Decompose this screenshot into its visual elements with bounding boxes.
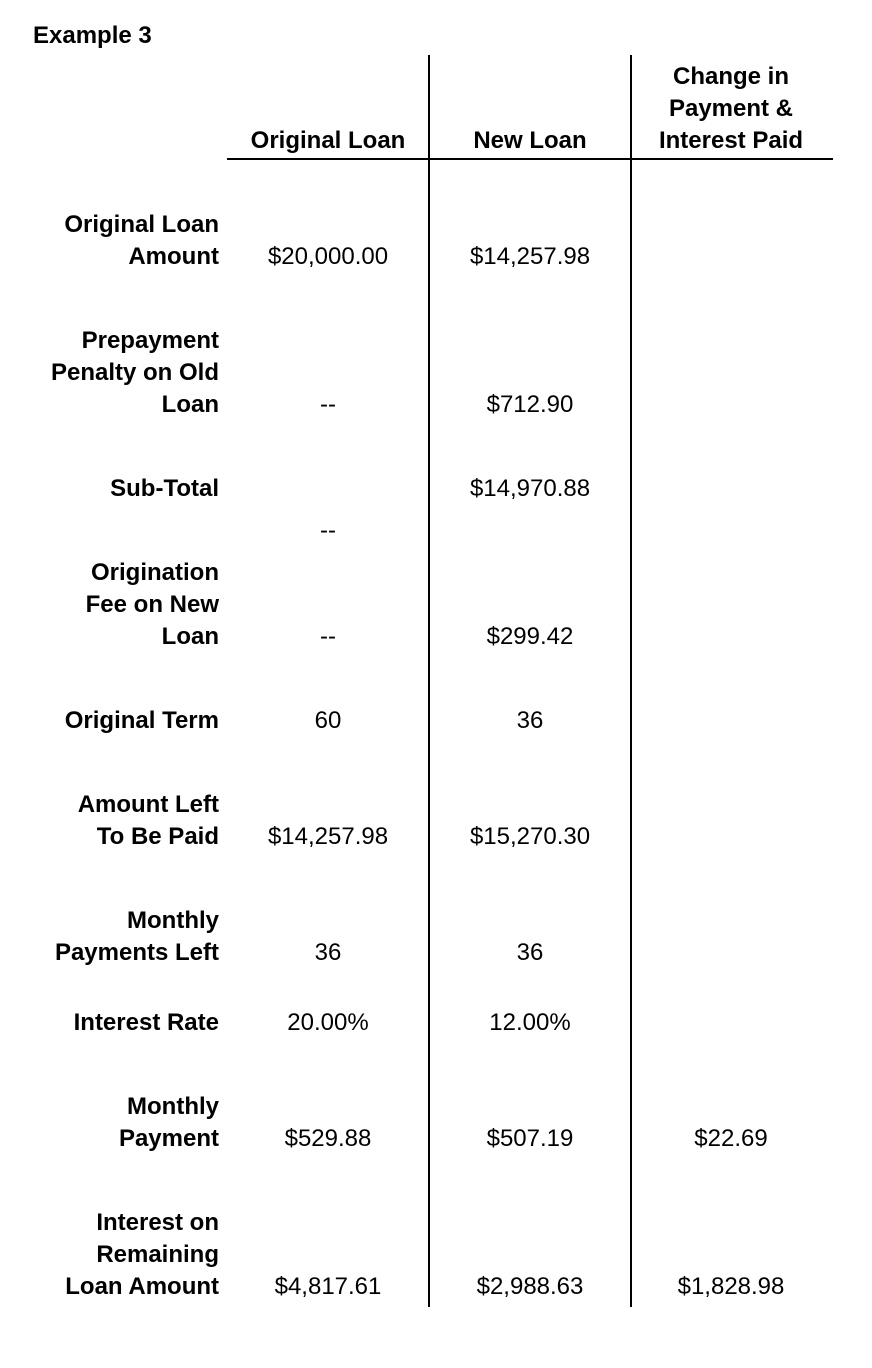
original-loan-value: $14,257.98 [267,823,389,850]
table-row [0,325,872,421]
original-loan-value: 20.00% [287,1009,369,1036]
header-change: Change in Payment & Interest Paid [658,63,804,154]
table-row [0,1007,872,1039]
row-label: Original Loan Amount [64,211,219,270]
row-label: Prepayment Penalty on Old Loan [50,327,219,418]
row-label: Amount Left To Be Paid [77,791,219,850]
table-row [0,557,872,653]
table-row [0,209,872,273]
original-loan-value: $20,000.00 [267,243,389,270]
change-value: $1,828.98 [677,1273,785,1300]
original-loan-value: 60 [314,707,342,734]
new-loan-value: $712.90 [486,391,574,418]
row-label: Origination Fee on New Loan [85,559,219,650]
row-label: Interest on Remaining Loan Amount [65,1209,219,1300]
original-loan-value: -- [320,517,336,544]
new-loan-value: $15,270.30 [469,823,591,850]
header-new-loan: New Loan [473,127,587,154]
original-loan-value: $529.88 [284,1125,372,1152]
table-row [0,789,872,853]
row-label: Monthly Payments Left [54,907,219,966]
original-loan-value: -- [320,391,336,418]
table-row [0,705,872,737]
row-label [0,515,219,547]
row-label: Sub-Total [110,475,219,502]
table-row [0,515,872,547]
table-row [0,1207,872,1303]
new-loan-value: 36 [516,707,544,734]
header-rule [227,158,833,160]
new-loan-value: $507.19 [486,1125,574,1152]
original-loan-value: 36 [314,939,342,966]
row-label: Interest Rate [73,1009,219,1036]
new-loan-value: $14,970.88 [469,475,591,502]
table-row [0,1091,872,1155]
change-value: $22.69 [694,1125,768,1152]
example-title: Example 3 [33,22,152,49]
new-loan-value: $2,988.63 [476,1273,584,1300]
original-loan-value: $4,817.61 [274,1273,382,1300]
header-original-loan: Original Loan [250,127,406,154]
row-label: Monthly Payment [118,1093,219,1152]
table-row [0,473,872,505]
table-row [0,905,872,969]
new-loan-value: 12.00% [489,1009,571,1036]
new-loan-value: 36 [516,939,544,966]
new-loan-value: $299.42 [486,623,574,650]
new-loan-value: $14,257.98 [469,243,591,270]
row-label: Original Term [64,707,219,734]
original-loan-value: -- [320,623,336,650]
